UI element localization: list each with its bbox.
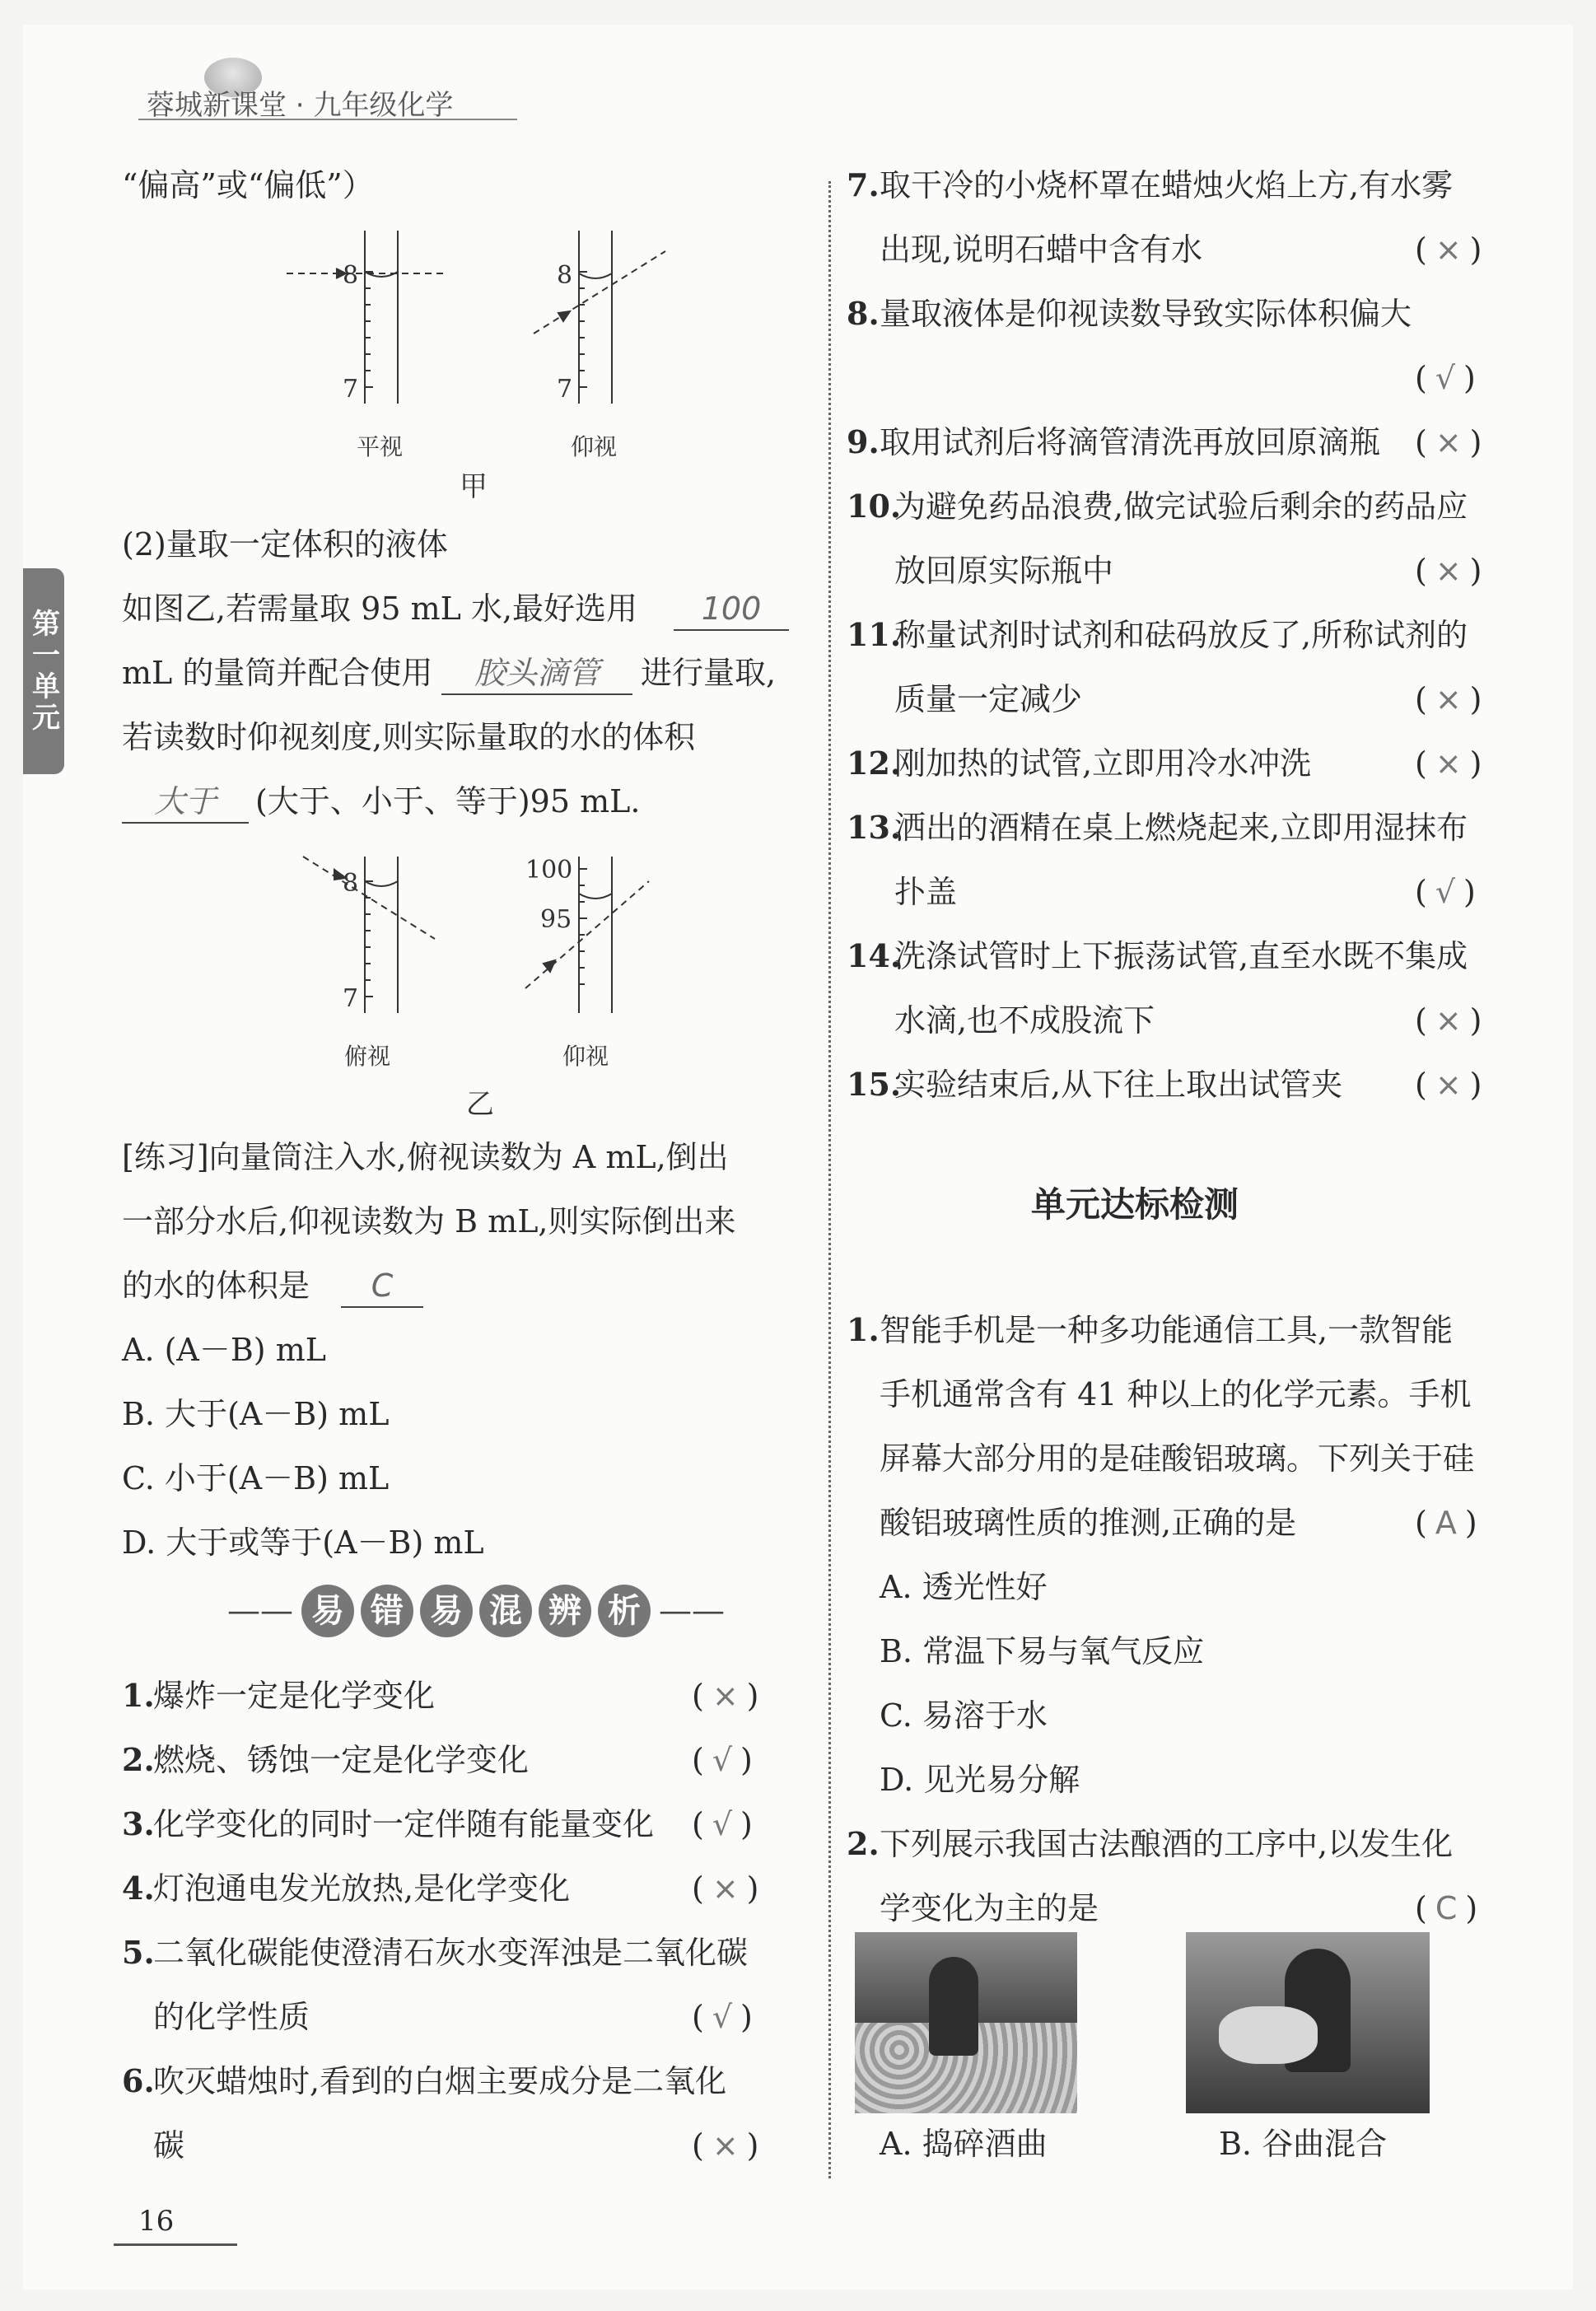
section-title-unit-test: 单元达标检测: [1031, 1184, 1239, 1225]
title-char-6: 析: [598, 1585, 651, 1637]
fig2-tick-95: 95: [540, 905, 572, 934]
q1-option-b: B. 常温下易与氧气反应: [880, 1633, 1205, 1669]
practice-line1: [练习]向量筒注入水,俯视读数为 A mL,倒出: [122, 1139, 729, 1175]
page: [23, 25, 1573, 2290]
fig1-tick-7a: 7: [343, 375, 359, 404]
page-number-rule: [114, 2243, 237, 2246]
item5-text: 二氧化碳能使澄清石灰水变浑浊是二氧化碳: [153, 1935, 749, 1971]
item7-text: 取干冷的小烧杯罩在蜡烛火焰上方,有水雾: [880, 167, 1454, 203]
item1-text: 爆炸一定是化学变化: [153, 1678, 436, 1714]
item10-text: 为避免药品浪费,做完试验后剩余的药品应: [894, 488, 1468, 525]
practice-line3: 的水的体积是: [122, 1268, 310, 1304]
photo-caption-b: B. 谷曲混合: [1219, 2126, 1388, 2162]
item8-answer: ( √ ): [1415, 360, 1476, 396]
item11-answer: ( × ): [1415, 681, 1482, 717]
option-a: A. (A－B) mL: [122, 1332, 326, 1368]
column-divider: [828, 181, 831, 2178]
item14-text2: 水滴,也不成股流下: [894, 1002, 1155, 1039]
unit-side-tab: 第一单元: [23, 568, 64, 774]
q1-line2: 手机通常含有 41 种以上的化学元素。手机: [880, 1376, 1472, 1412]
item6-answer: ( × ): [692, 2127, 759, 2164]
answer-dropper: 胶头滴管: [441, 657, 632, 695]
item11-text: 称量试剂时试剂和砝码放反了,所称试剂的: [894, 617, 1468, 653]
title-char-1: 易: [301, 1585, 354, 1637]
item3-answer: ( √ ): [692, 1806, 753, 1842]
figure-yi: [254, 848, 715, 1128]
item13-answer: ( √ ): [1415, 874, 1476, 910]
q1-line4: 酸铝玻璃性质的推测,正确的是: [880, 1505, 1297, 1541]
item8-text: 量取液体是仰视读数导致实际体积偏大: [880, 296, 1412, 332]
item15-answer: ( × ): [1415, 1067, 1482, 1103]
item1-number: 1.: [122, 1677, 155, 1714]
title-char-5: 辨: [539, 1585, 591, 1637]
item7-number: 7.: [847, 166, 880, 203]
item13-text: 洒出的酒精在桌上燃烧起来,立即用湿抹布: [894, 810, 1468, 846]
item5-number: 5.: [122, 1934, 155, 1971]
item5-answer: ( √ ): [692, 1999, 753, 2035]
q1-line1: 智能手机是一种多功能通信工具,一款智能: [880, 1312, 1454, 1348]
item13-number: 13.: [847, 809, 902, 846]
item10-answer: ( × ): [1415, 553, 1482, 589]
option-d: D. 大于或等于(A－B) mL: [122, 1524, 484, 1561]
item14-number: 14.: [847, 937, 902, 974]
header-rule: [138, 119, 517, 120]
q-line1: 如图乙,若需量取 95 mL 水,最好选用: [122, 591, 638, 627]
q1-line3: 屏幕大部分用的是硅酸铝玻璃。下列关于硅: [880, 1440, 1475, 1477]
answer-100: 100: [674, 593, 789, 631]
fig2-tick-7: 7: [343, 984, 359, 1013]
item15-number: 15.: [847, 1066, 902, 1103]
q1-option-c: C. 易溶于水: [880, 1697, 1048, 1734]
page-number: 16: [138, 2205, 175, 2238]
q1-answer: ( A ): [1415, 1505, 1477, 1541]
fig2-caption: 乙: [466, 1088, 494, 1121]
fig1-tick-7b: 7: [557, 375, 573, 404]
q-line3: 若读数时仰视刻度,则实际量取的水的体积: [122, 719, 696, 755]
option-c: C. 小于(A－B) mL: [122, 1460, 390, 1496]
item7-answer: ( × ): [1415, 231, 1482, 268]
item12-number: 12.: [847, 745, 902, 782]
item6-text: 吹灭蜡烛时,看到的白烟主要成分是二氧化: [153, 2063, 727, 2099]
fig2-tick-100: 100: [525, 856, 573, 885]
item9-number: 9.: [847, 423, 880, 460]
intro-text: “偏高”或“偏低”）: [122, 167, 374, 203]
photo-mixing-grain: [1186, 1932, 1430, 2113]
q2-number: 2.: [847, 1825, 880, 1862]
item1-answer: ( × ): [692, 1678, 759, 1714]
item10-text2: 放回原实际瓶中: [894, 553, 1114, 589]
item9-text: 取用试剂后将滴管清洗再放回原滴瓶: [880, 424, 1381, 460]
fig1-tick-8a: 8: [343, 261, 359, 290]
item4-text: 灯泡通电发光放热,是化学变化: [153, 1870, 571, 1907]
item14-answer: ( × ): [1415, 1002, 1482, 1039]
q-line2b: 进行量取,: [641, 655, 777, 691]
item14-text: 洗涤试管时上下振荡试管,直至水既不集成: [894, 938, 1468, 974]
item2-number: 2.: [122, 1741, 155, 1778]
item2-text: 燃烧、锈蚀一定是化学变化: [153, 1742, 530, 1778]
item13-text2: 扑盖: [894, 874, 958, 910]
item11-text2: 质量一定减少: [894, 681, 1083, 717]
option-b: B. 大于(A－B) mL: [122, 1396, 390, 1432]
fig1-label-ping: 平视: [357, 433, 404, 460]
item4-answer: ( × ): [692, 1870, 759, 1907]
item11-number: 11.: [847, 616, 902, 653]
title-char-2: 错: [361, 1585, 413, 1637]
header-title: 蓉城新课堂 · 九年级化学: [147, 89, 454, 122]
item7-text2: 出现,说明石蜡中含有水: [880, 231, 1203, 268]
q1-option-d: D. 见光易分解: [880, 1762, 1080, 1798]
fig1-tick-8b: 8: [557, 261, 573, 290]
q2-line1: 下列展示我国古法酿酒的工序中,以发生化: [880, 1826, 1454, 1862]
item10-number: 10.: [847, 488, 902, 525]
q-line2a: mL 的量筒并配合使用: [122, 655, 433, 691]
figure-jia: [254, 222, 715, 502]
title-char-3: 易: [420, 1585, 473, 1637]
q2-answer: ( C ): [1415, 1890, 1478, 1926]
part2-title: (2)量取一定体积的液体: [122, 526, 448, 563]
q-line4: (大于、小于、等于)95 mL.: [255, 783, 641, 819]
photo-caption-a: A. 捣碎酒曲: [880, 2126, 1048, 2162]
item2-answer: ( √ ): [692, 1742, 753, 1778]
header: [114, 64, 525, 122]
title-char-4: 混: [479, 1585, 532, 1637]
practice-line2: 一部分水后,仰视读数为 B mL,则实际倒出来: [122, 1203, 736, 1240]
fig2-tick-8: 8: [343, 869, 359, 898]
fig2-label-fu: 俯视: [344, 1043, 391, 1070]
item6-number: 6.: [122, 2062, 155, 2099]
photo-crushing-yeast: [855, 1932, 1077, 2113]
item9-answer: ( × ): [1415, 424, 1482, 460]
section-title-mistakes: —— 易 错 易 混 辨 析 ——: [196, 1578, 756, 1644]
item3-text: 化学变化的同时一定伴随有能量变化: [153, 1806, 655, 1842]
q1-number: 1.: [847, 1311, 880, 1348]
item4-number: 4.: [122, 1870, 155, 1907]
item5-text2: 的化学性质: [153, 1999, 310, 2035]
fig1-label-yang: 仰视: [571, 433, 618, 460]
q2-line2: 学变化为主的是: [880, 1890, 1099, 1926]
item15-text: 实验结束后,从下往上取出试管夹: [894, 1067, 1343, 1103]
item12-answer: ( × ): [1415, 745, 1482, 782]
practice-answer: C: [341, 1270, 423, 1308]
answer-gt: 大于: [122, 786, 249, 824]
item8-number: 8.: [847, 295, 880, 332]
q1-option-a: A. 透光性好: [880, 1569, 1048, 1605]
item3-number: 3.: [122, 1805, 155, 1842]
item6-text2: 碳: [153, 2127, 185, 2164]
fig2-label-yang: 仰视: [562, 1043, 609, 1070]
fig1-caption: 甲: [460, 470, 488, 502]
item12-text: 刚加热的试管,立即用冷水冲洗: [894, 745, 1312, 782]
